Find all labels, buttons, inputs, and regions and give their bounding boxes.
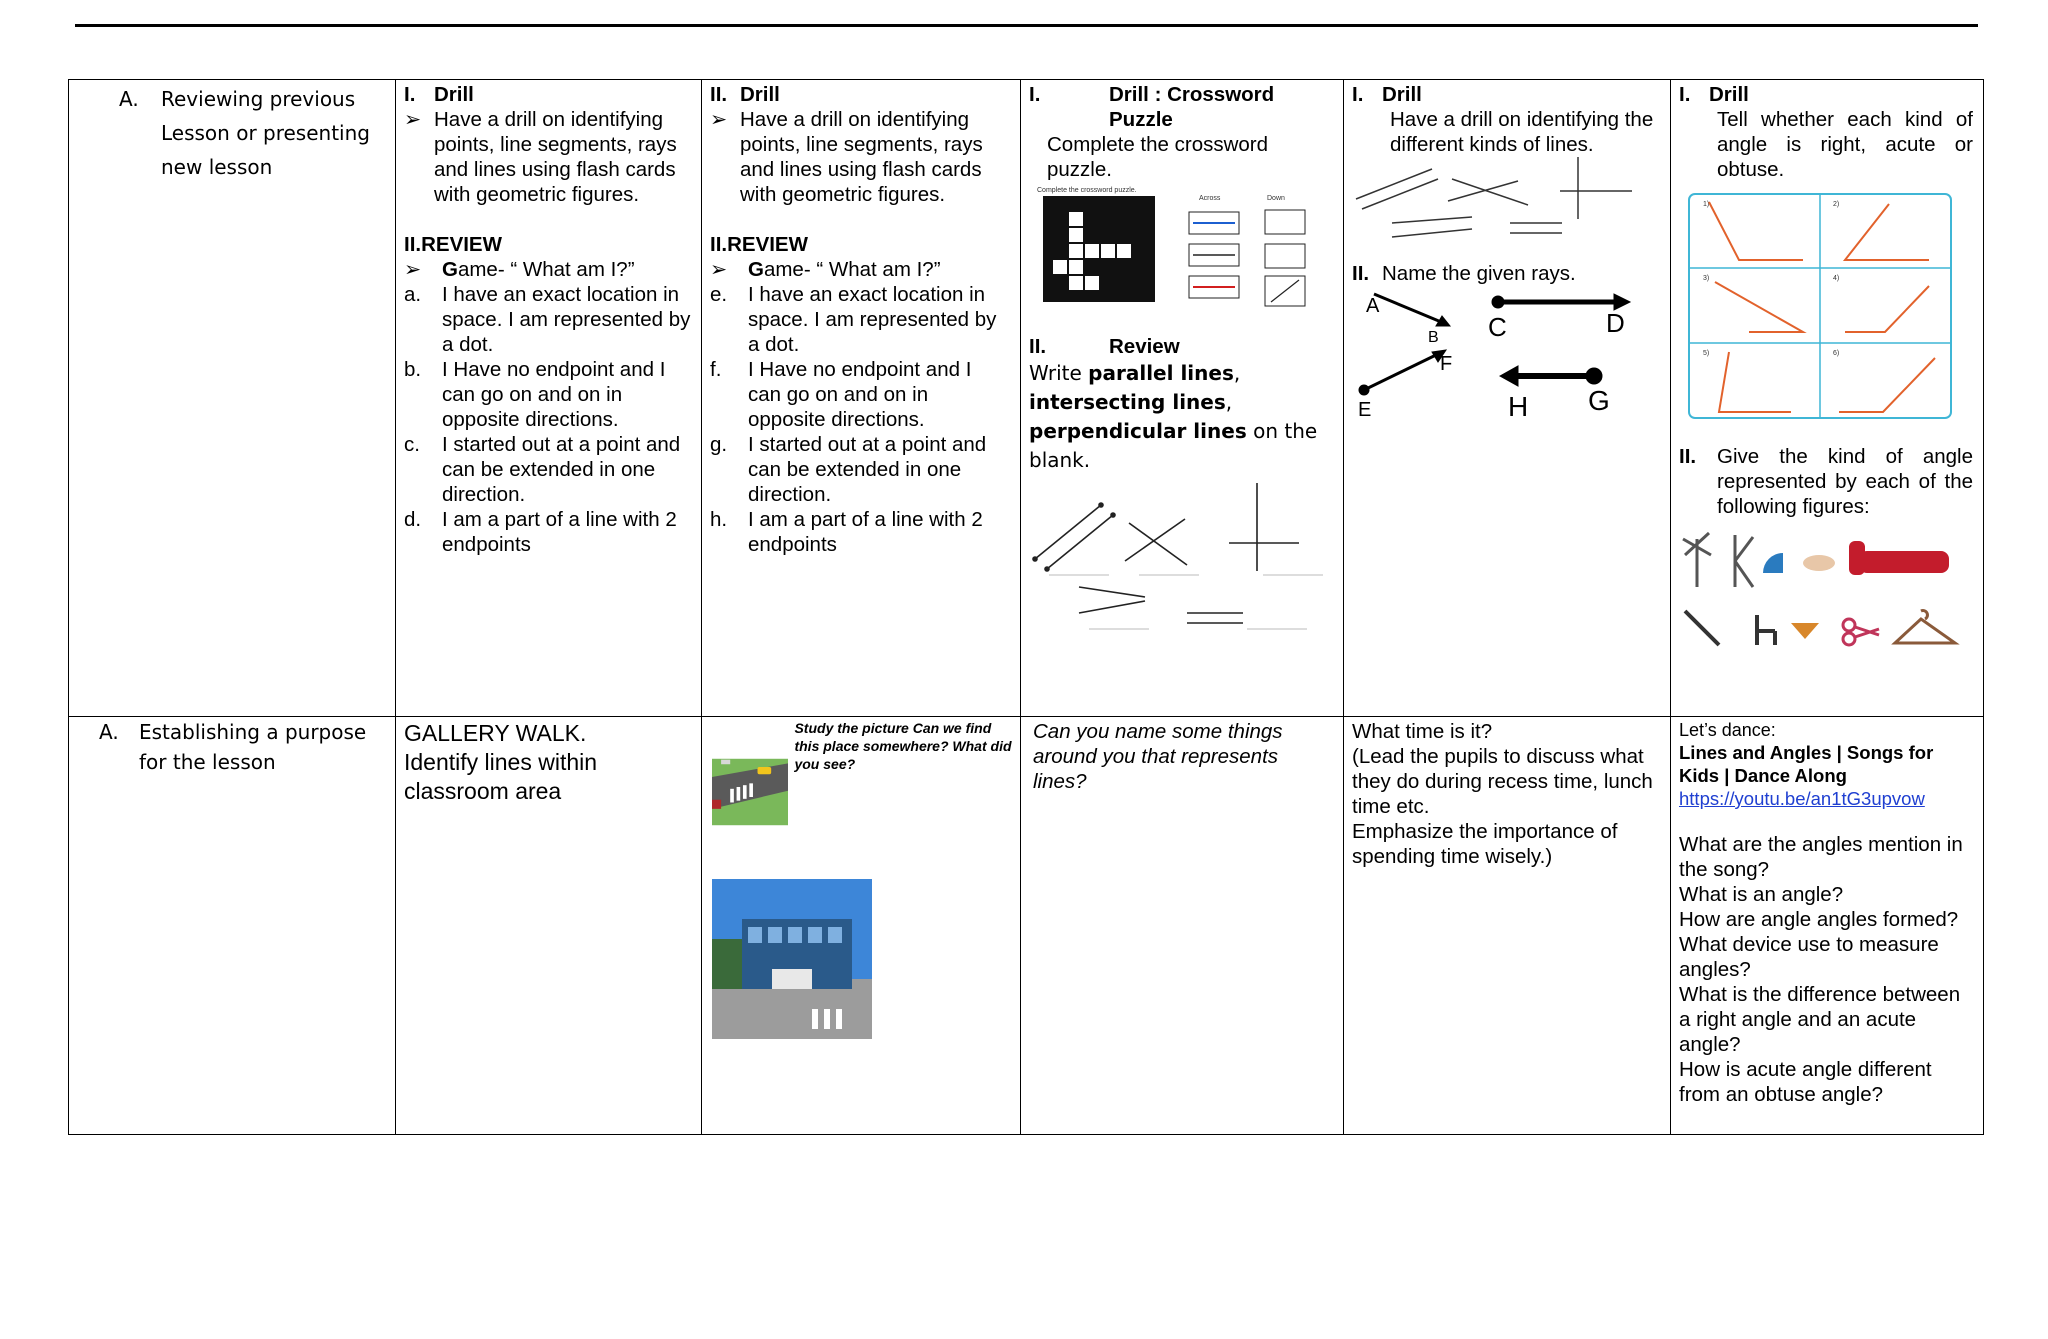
- rays-heading: II. Name the given rays.: [1352, 262, 1576, 285]
- svg-text:B: B: [1428, 329, 1439, 346]
- angle-objects-figure: [1679, 525, 1969, 655]
- drill-heading: I. Drill: [404, 83, 474, 106]
- svg-text:Down: Down: [1267, 195, 1285, 202]
- question-cell: [1021, 717, 1344, 1135]
- crossword-instruction: Complete the crossword puzzle.: [1047, 133, 1269, 181]
- drill-text: Tell whether each kind of angle is right, acute or obtuse.: [1717, 108, 1973, 181]
- list-item: What device use to measure angles?: [1679, 933, 1939, 981]
- time-question: What time is it?: [1352, 720, 1493, 743]
- svg-text:A: A: [1366, 295, 1380, 317]
- svg-text:Complete the crossword puzzle.: Complete the crossword puzzle.: [1037, 187, 1137, 194]
- svg-text:G: G: [1588, 385, 1610, 416]
- building-image: [712, 879, 872, 1039]
- list-item: How are angle angles formed?: [1679, 908, 1959, 931]
- dance-cell: [1671, 717, 1984, 1135]
- list-item: What are the angles mention in the song?: [1679, 833, 1963, 881]
- lines-question: Can you name some things around you that represents lines?: [1033, 720, 1283, 793]
- drill-text: Have a drill on identifying points, line segments, rays and lines using flash cards with geometric figures.: [434, 108, 677, 206]
- gallery-walk-text: classroom area: [404, 778, 562, 804]
- lines-figure: [1029, 479, 1329, 639]
- rays-figure: [1352, 286, 1652, 426]
- svg-text:2): 2): [1833, 201, 1840, 208]
- svg-text:F: F: [1440, 353, 1453, 375]
- picture-question: Study the picture Can we find this place somewhere? What did you see?: [794, 720, 1012, 772]
- row-letter: A.: [99, 720, 119, 744]
- picture-cell: [702, 717, 1021, 1135]
- list-item: What is an angle?: [1679, 883, 1844, 906]
- header-rule: [75, 24, 1978, 27]
- kinds-of-lines-figure: [1352, 157, 1652, 247]
- arrow-bullet-icon: ➢: [404, 258, 422, 281]
- drill-heading: I. Drill : Crossword Puzzle: [1029, 83, 1275, 131]
- svg-text:E: E: [1358, 399, 1372, 421]
- svg-text:D: D: [1606, 308, 1625, 338]
- review-text: Write parallel lines, intersecting lines, perpendicular lines on the blank.: [1029, 361, 1318, 472]
- drill-heading: II. Drill: [710, 83, 780, 106]
- list-item: I have an exact location in space. I am represented by a dot.: [442, 283, 691, 356]
- svg-text:6): 6): [1833, 350, 1840, 357]
- svg-text:C: C: [1488, 312, 1507, 342]
- angles-cell: I. Drill Tell whether each kind of angle is right, acute or obtuse. 1) 2) 3) 4) 5) 6) II. Give the kind of angle represented by each of the following figures:: [1671, 80, 1984, 717]
- list-item: What is the difference between a right angle and an acute angle?: [1679, 983, 1961, 1056]
- game-title: Game- “ What am I?”: [748, 258, 941, 281]
- row-label-cell: [69, 80, 396, 717]
- table-row: [69, 80, 1984, 717]
- svg-text:5): 5): [1703, 350, 1710, 357]
- review-heading: II.REVIEW: [710, 233, 808, 256]
- arrow-bullet-icon: ➢: [404, 108, 422, 131]
- list-item: I am a part of a line with 2 endpoints: [748, 508, 983, 556]
- svg-text:1): 1): [1703, 201, 1710, 208]
- review-heading: II. Review: [1029, 335, 1180, 358]
- game-title: Game- “ What am I?”: [442, 258, 635, 281]
- gallery-walk-cell: [396, 717, 702, 1135]
- svg-text:H: H: [1508, 391, 1529, 422]
- row-label-line: for the lesson: [139, 750, 276, 774]
- drill-text: Have a drill on identifying points, line segments, rays and lines using flash cards with geometric figures.: [740, 108, 983, 206]
- street-crosswalk-image: [712, 719, 788, 865]
- list-item: I have an exact location in space. I am represented by a dot.: [748, 283, 997, 356]
- arrow-bullet-icon: ➢: [710, 108, 728, 131]
- drill-text: Have a drill on identifying the different kinds of lines.: [1390, 108, 1654, 156]
- song-title: Lines and Angles | Songs for Kids | Dance Along: [1679, 742, 1934, 786]
- list-item: I am a part of a line with 2 endpoints: [442, 508, 677, 556]
- time-text: Emphasize the importance of spending time wisely.): [1352, 820, 1618, 868]
- crossword-cell: [1021, 80, 1344, 717]
- svg-text:3): 3): [1703, 275, 1710, 282]
- angle-figures-text: Give the kind of angle represented by each of the following figures:: [1717, 445, 1973, 518]
- svg-text:4): 4): [1833, 275, 1840, 282]
- list-item: I started out at a point and can be extended in one direction.: [748, 433, 987, 506]
- list-item: I Have no endpoint and I can go on and on in opposite directions.: [748, 358, 972, 431]
- time-cell: [1344, 717, 1671, 1135]
- time-text: (Lead the pupils to discuss what they do during recess time, lunch time etc.: [1352, 745, 1653, 818]
- song-link[interactable]: https://youtu.be/an1tG3upvow: [1679, 788, 1925, 809]
- list-item: How is acute angle different from an obtuse angle?: [1679, 1058, 1932, 1106]
- gallery-walk-text: Identify lines within: [404, 749, 598, 775]
- list-item: I started out at a point and can be extended in one direction.: [442, 433, 681, 506]
- gallery-walk-title: GALLERY WALK.: [404, 720, 587, 746]
- drill-cell-2: II. Drill ➢ Have a drill on identifying points, line segments, rays and lines using flash cards with geometric figures. II.REVIEW ➢ Game- “ What am I?” e. I have an exact location in space. I am represented by a dot. f. I Have no endpoint and I can go on and on in opposite directions. g. I started out at a point and can be extended in one direction. h. I am a part of a line with 2 endpoints: [702, 80, 1021, 717]
- row-letter: A.: [119, 87, 139, 111]
- arrow-bullet-icon: ➢: [710, 258, 728, 281]
- lesson-plan-table: [68, 79, 1984, 1135]
- list-item: I Have no endpoint and I can go on and on in opposite directions.: [442, 358, 666, 431]
- drill-heading: I. Drill: [1352, 83, 1422, 106]
- dance-intro: Let’s dance:: [1679, 720, 1776, 740]
- row-label-line: Establishing a purpose: [139, 720, 367, 744]
- table-row: [69, 717, 1984, 1135]
- drill-heading: I. Drill: [1679, 83, 1749, 106]
- review-heading: II.REVIEW: [404, 233, 502, 256]
- svg-text:Across: Across: [1199, 195, 1221, 202]
- crossword-puzzle-image: [1029, 182, 1329, 312]
- row-label-cell: [69, 717, 396, 1135]
- row-label-line: new lesson: [161, 155, 273, 179]
- drill-cell-1: I. Drill ➢ Have a drill on identifying points, line segments, rays and lines using flash cards with geometric figures. II.REVIEW ➢ Game- “ What am I?” a. I have an exact location in space. I am represented by a dot. b. I Have no endpoint and I can go on and on in opposite directions. c. I started out at a point and can be extended in one direction. d. I am a part of a line with 2 endpoints: [396, 80, 702, 717]
- rays-cell: [1344, 80, 1671, 717]
- angle-grid-figure: [1679, 186, 1969, 426]
- row-label-line: Reviewing previous: [161, 87, 356, 111]
- row-label-line: Lesson or presenting: [161, 121, 370, 145]
